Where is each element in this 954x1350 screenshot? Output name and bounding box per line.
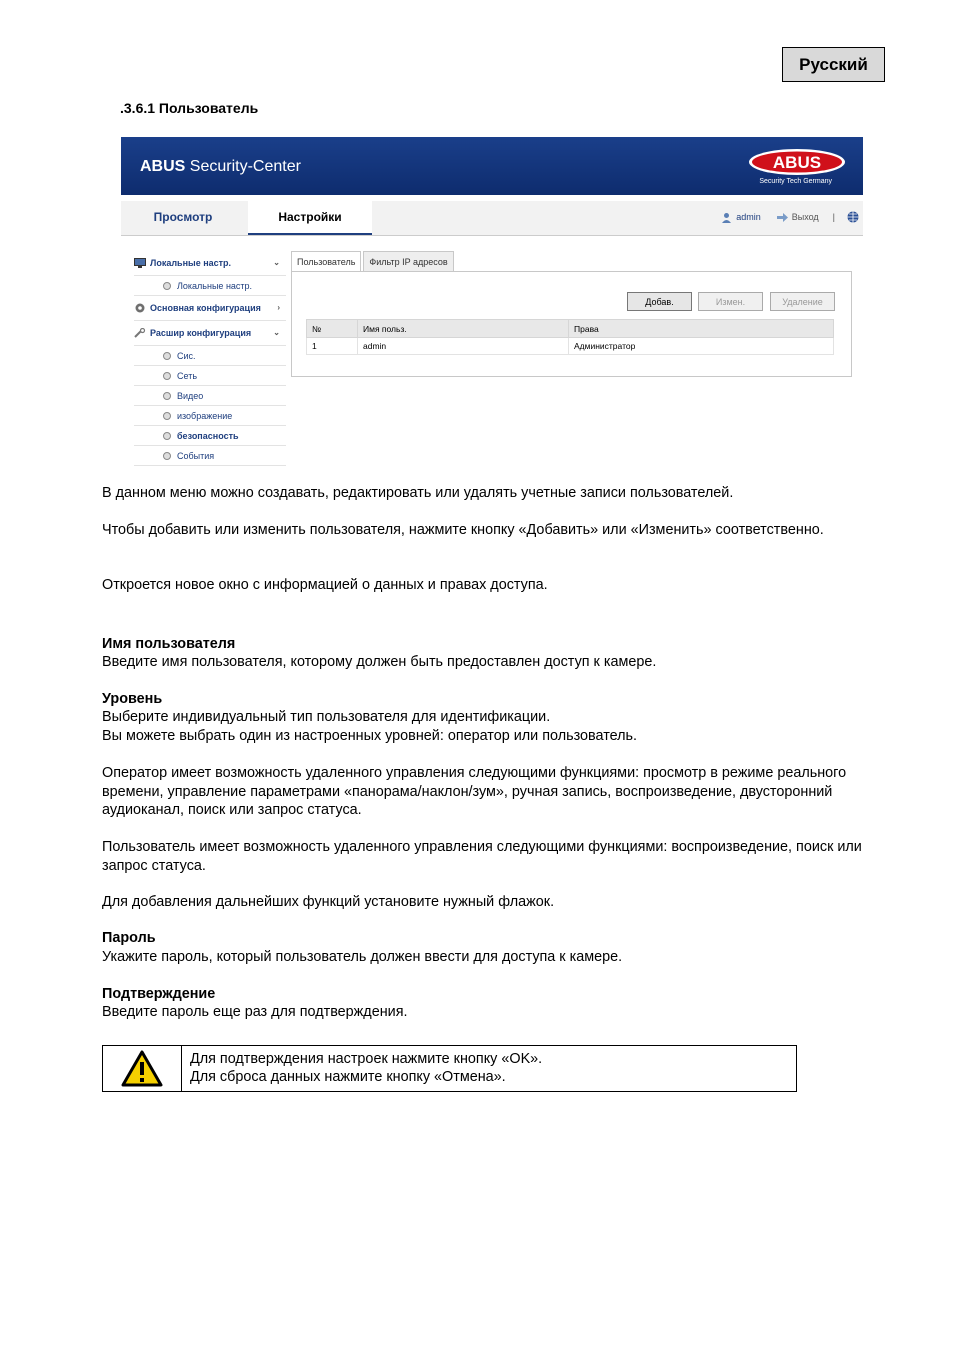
bullet-icon — [163, 282, 171, 290]
sidebar-item-local-settings[interactable] — [134, 276, 286, 296]
sidebar-item-security[interactable] — [134, 426, 286, 446]
sidebar-group-local[interactable] — [134, 251, 286, 276]
bullet-icon — [163, 352, 171, 360]
cell-username: admin — [358, 338, 569, 355]
sidebar-item-video[interactable] — [134, 386, 286, 406]
paragraph-intro: В данном меню можно создавать, редактировать или удалять учетные записи пользователей. — [102, 485, 734, 501]
heading-level: Уровень — [102, 691, 163, 707]
current-user-link[interactable]: admin — [736, 212, 761, 222]
tab-settings[interactable]: Настройки — [248, 201, 372, 235]
sidebar-item-label: События — [177, 450, 215, 461]
note-line-2: Для сброса данных нажмите кнопку «Отмена». — [190, 1069, 506, 1085]
logout-link[interactable]: Выход — [791, 212, 819, 222]
sidebar-item-label: безопасность — [177, 430, 239, 441]
cell-number: 1 — [307, 338, 358, 355]
wrench-icon — [134, 328, 146, 338]
brand-title: ABUS Security-Center — [140, 158, 301, 175]
note-text — [182, 1046, 550, 1091]
sidebar-group-basic[interactable] — [134, 296, 286, 321]
users-table — [306, 319, 834, 355]
paragraph-operator: Оператор имеет возможность удаленного управления следующими функциями: просмотр в режиме реального времени, управление параметрами «панорама/наклон/зум», ручная запись, воспроизведение, двусторонний аудиоканал, поиск или запрос статуса. — [102, 765, 847, 818]
user-icon — [721, 212, 732, 223]
section-heading: .3.6.1 Пользователь — [120, 100, 259, 116]
column-header-number: № — [307, 320, 358, 338]
paragraph-confirm: Введите пароль еще раз для подтверждения. — [102, 1004, 408, 1020]
sidebar-group-label: Локальные настр. — [150, 258, 232, 268]
add-button[interactable]: Добав. — [627, 292, 692, 311]
chevron-right-icon: › — [277, 303, 280, 312]
paragraph-user-rights: Пользователь имеет возможность удаленного управления следующими функциями: воспроизведение, поиск или запрос статуса. — [102, 839, 862, 874]
nav-user-area — [721, 211, 859, 223]
sidebar-item-network[interactable] — [134, 366, 286, 386]
paragraph-new-window: Откроется новое окно с информацией о данных и правах доступа. — [102, 577, 548, 593]
sidebar-item-label: Видео — [177, 390, 204, 401]
sidebar-item-label: изображение — [177, 410, 233, 421]
bullet-icon — [163, 392, 171, 400]
sidebar-item-label: Локальные настр. — [177, 280, 253, 291]
sidebar-item-events[interactable] — [134, 446, 286, 466]
logo-subtitle: Security Tech Germany — [759, 178, 832, 185]
paragraph-username: Введите имя пользователя, которому должен быть предоставлен доступ к камере. — [102, 654, 657, 670]
bullet-icon — [163, 452, 171, 460]
paragraph-level-2: Вы можете выбрать один из настроенных уровней: оператор или пользователь. — [102, 728, 638, 744]
sidebar-item-system[interactable] — [134, 346, 286, 366]
top-navbar — [121, 201, 863, 236]
tab-user[interactable]: Пользователь — [291, 251, 361, 272]
sidebar-group-label: Расшир конфигурация — [150, 328, 252, 338]
note-box — [102, 1045, 797, 1092]
content-tabs — [291, 251, 456, 271]
note-icon-cell — [103, 1046, 182, 1091]
svg-text:ABUS: ABUS — [772, 153, 822, 172]
sidebar-group-advanced[interactable] — [134, 321, 286, 346]
logout-icon — [777, 213, 788, 222]
paragraph-more-functions: Для добавления дальнейших функций установите нужный флажок. — [102, 894, 555, 910]
tab-view[interactable]: Просмотр — [153, 210, 213, 224]
chevron-down-icon: ⌄ — [273, 328, 280, 337]
sidebar-item-label: Сис. — [177, 350, 196, 361]
table-row[interactable] — [307, 338, 834, 355]
delete-button[interactable]: Удаление — [770, 292, 835, 311]
paragraph-level-1: Выберите индивидуальный тип пользователя для идентификации. — [102, 709, 551, 725]
settings-sidebar — [134, 251, 286, 466]
header-banner — [121, 137, 863, 195]
sidebar-item-label: Сеть — [177, 370, 198, 381]
heading-password: Пароль — [102, 930, 156, 946]
note-line-1: Для подтверждения настроек нажмите кнопку «OK». — [190, 1051, 543, 1067]
chevron-down-icon: ⌄ — [273, 258, 280, 267]
heading-confirm: Подтверждение — [102, 986, 216, 1002]
ui-screenshot — [121, 137, 863, 462]
sidebar-item-image[interactable] — [134, 406, 286, 426]
heading-username: Имя пользователя — [102, 636, 236, 652]
warning-icon — [121, 1050, 163, 1088]
bullet-icon — [163, 372, 171, 380]
gear-icon — [134, 303, 146, 313]
globe-icon[interactable] — [847, 211, 859, 223]
nav-separator: | — [832, 212, 835, 222]
edit-button[interactable]: Измен. — [698, 292, 763, 311]
tab-ip-filter[interactable]: Фильтр IP адресов — [363, 251, 453, 271]
monitor-icon — [134, 258, 146, 268]
column-header-rights: Права — [569, 320, 834, 338]
abus-logo-icon — [748, 148, 846, 176]
cell-rights: Администратор — [569, 338, 834, 355]
bullet-icon — [163, 412, 171, 420]
language-badge: Русский — [782, 47, 885, 82]
column-header-username: Имя польз. — [358, 320, 569, 338]
bullet-icon — [163, 432, 171, 440]
paragraph-add-edit: Чтобы добавить или изменить пользователя, нажмите кнопку «Добавить» или «Изменить» соответственно. — [102, 522, 824, 538]
paragraph-password: Укажите пароль, который пользователь должен ввести для доступа к камере. — [102, 949, 623, 965]
sidebar-group-label: Основная конфигурация — [150, 303, 261, 313]
